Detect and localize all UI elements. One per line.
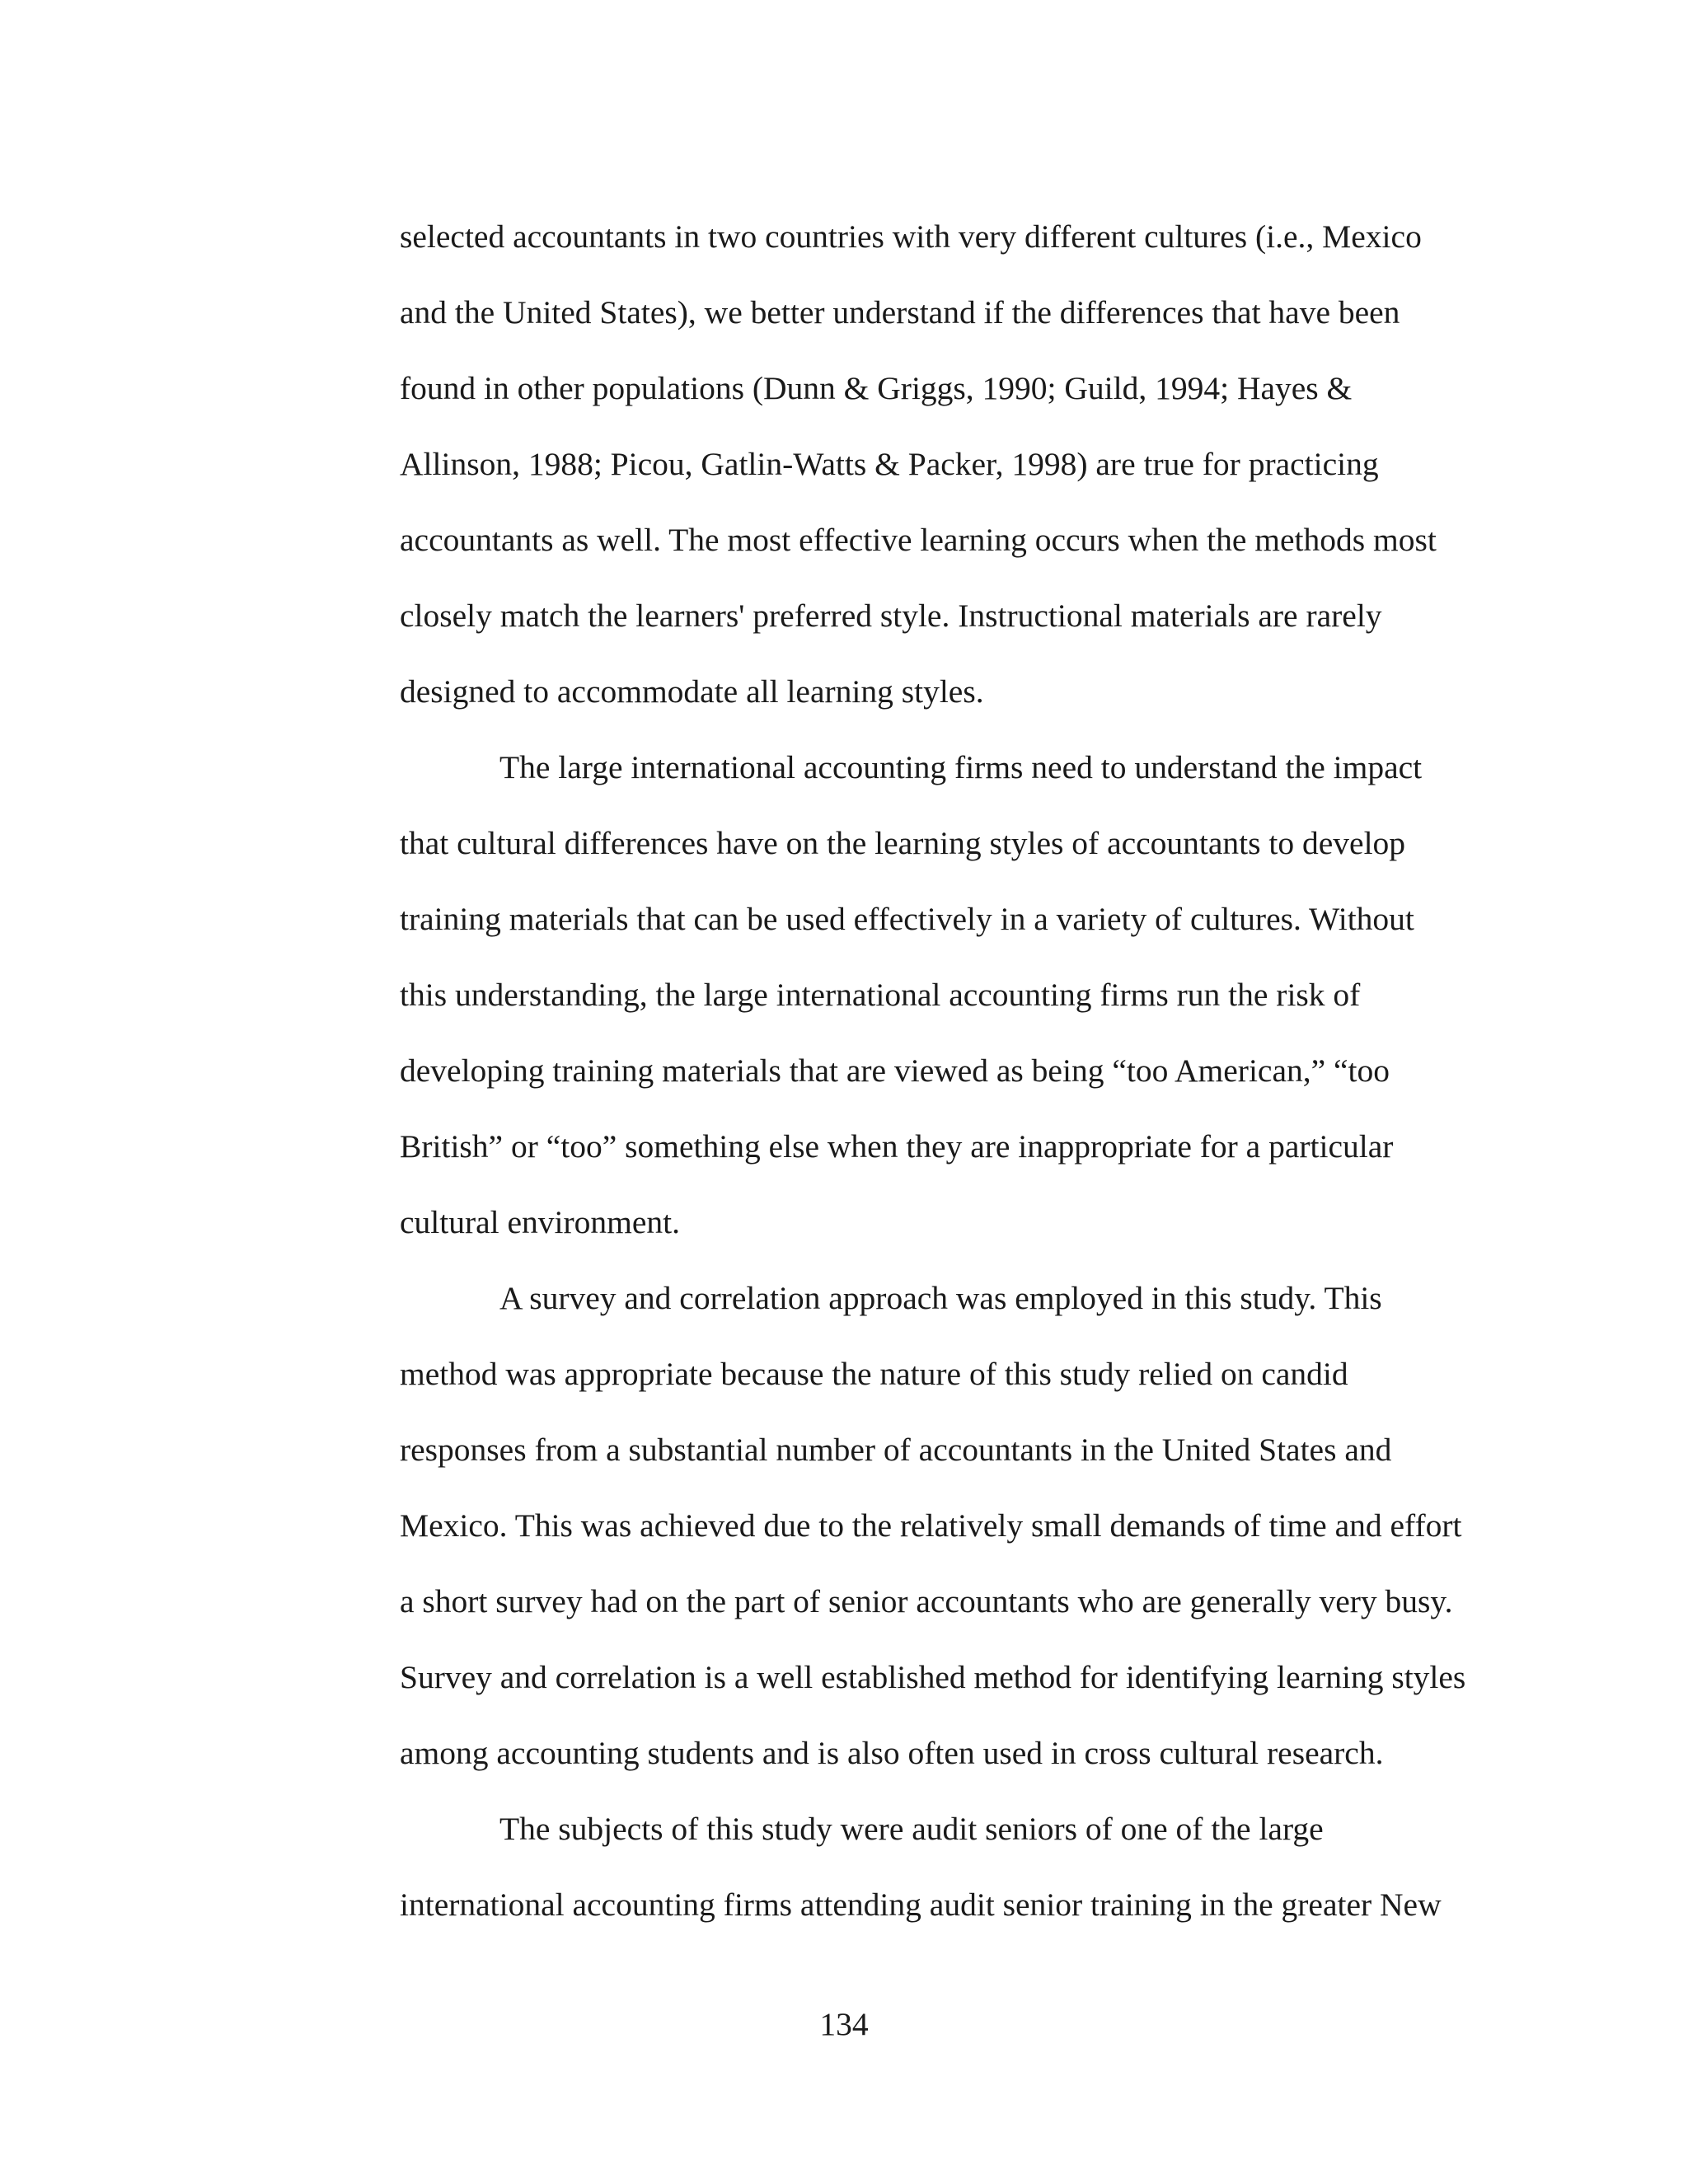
text-line: cultural environment. <box>400 1204 681 1240</box>
text-line: this understanding, the large international accounting firms run the risk of <box>400 977 1361 1013</box>
text-line: closely match the learners' preferred style. Instructional materials are rarely <box>400 598 1382 634</box>
text-line: selected accountants in two countries with very different cultures (i.e., Mexico <box>400 218 1422 255</box>
paragraph-start-line: The subjects of this study were audit seniors of one of the large <box>499 1811 1324 1847</box>
page-number: 134 <box>819 2006 869 2042</box>
text-line: accountants as well. The most effective learning occurs when the methods most <box>400 522 1437 558</box>
text-line: Survey and correlation is a well established method for identifying learning styles <box>400 1659 1466 1695</box>
paragraph-start-line: A survey and correlation approach was employed in this study. This <box>499 1280 1382 1316</box>
text-line: a short survey had on the part of senior accountants who are generally very busy. <box>400 1583 1453 1619</box>
text-line: method was appropriate because the nature of this study relied on candid <box>400 1356 1348 1392</box>
text-line: among accounting students and is also often used in cross cultural research. <box>400 1735 1384 1771</box>
text-line: designed to accommodate all learning styles. <box>400 673 984 710</box>
text-line: Allinson, 1988; Picou, Gatlin-Watts & Packer, 1998) are true for practicing <box>400 446 1379 482</box>
paragraph-start-line: The large international accounting firms need to understand the impact <box>499 749 1423 785</box>
text-line: found in other populations (Dunn & Griggs, 1990; Guild, 1994; Hayes & <box>400 370 1353 406</box>
text-line: British” or “too” something else when they are inappropriate for a particular <box>400 1128 1394 1165</box>
text-line: that cultural differences have on the learning styles of accountants to develop <box>400 825 1406 861</box>
text-line: Mexico. This was achieved due to the relatively small demands of time and effort <box>400 1507 1462 1544</box>
text-line: and the United States), we better understand if the differences that have been <box>400 294 1400 330</box>
text-line: developing training materials that are viewed as being “too American,” “too <box>400 1052 1390 1089</box>
text-line: international accounting firms attending audit senior training in the greater New <box>400 1886 1442 1923</box>
text-line: training materials that can be used effectively in a variety of cultures. Without <box>400 901 1414 937</box>
text-line: responses from a substantial number of accountants in the United States and <box>400 1432 1392 1468</box>
